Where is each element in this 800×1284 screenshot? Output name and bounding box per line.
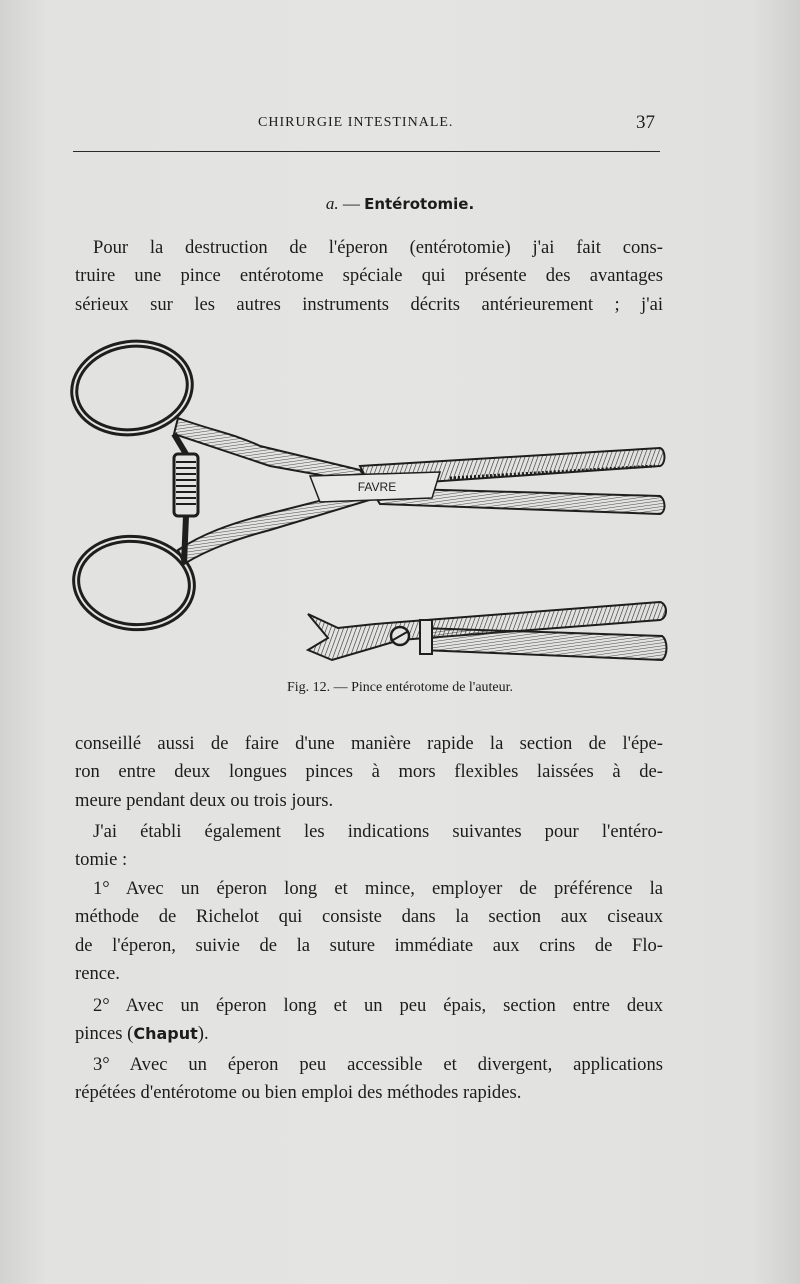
caption-number: Fig. 12. (286, 680, 331, 695)
section-heading (0, 194, 800, 214)
indication-item-3 (75, 1051, 663, 1108)
text-line: répétées d'entérotome ou bien emploi des méthodes rapides. (75, 1082, 522, 1104)
paragraph-indications (75, 818, 663, 875)
text-line: 3° Avec un éperon peu accessible et divergent, applications (93, 1054, 663, 1075)
page-number: 37 (636, 112, 655, 133)
section-dash: — (338, 194, 365, 213)
text-line: 2° Avec un éperon long et un peu épais, section entre deux (93, 995, 663, 1016)
section-letter: a. (325, 194, 339, 213)
text-line: conseillé aussi de faire d'une manière rapide la section de l'épe- (75, 733, 663, 754)
item2-prefix: pinces ( (75, 1023, 134, 1045)
text-line: de l'éperon, suivie de la suture immédiate aux crins de Flo- (75, 934, 663, 956)
text-line (75, 1020, 663, 1048)
caption-text: — Pince entérotome de l'auteur. (333, 680, 514, 695)
text-line: truire une pince entérotome spéciale qui présente des avantages (75, 265, 663, 287)
running-head (0, 112, 800, 139)
header-rule (73, 151, 660, 152)
text-line: méthode de Richelot qui consiste dans la section aux ciseaux (75, 906, 663, 928)
author-name-chaput: Chaput (133, 1024, 198, 1044)
section-title: Entérotomie. (364, 195, 475, 213)
text-line: Pour la destruction de l'éperon (entérotomie) j'ai fait cons- (93, 237, 663, 258)
item2-suffix: ). (197, 1023, 209, 1045)
indication-item-1 (75, 875, 663, 989)
maker-engraving: FAVRE (357, 480, 397, 494)
text-line: tomie : (75, 849, 128, 871)
figure-caption (0, 680, 800, 696)
forceps-illustration (70, 338, 670, 678)
text-line: rence. (75, 963, 120, 985)
text-line: ron entre deux longues pinces à mors flexibles laissées à de- (75, 761, 663, 783)
indication-item-2 (75, 992, 663, 1049)
paragraph-continuation (75, 730, 663, 815)
text-line: meure pendant deux ou trois jours. (75, 789, 334, 811)
text-line: J'ai établi également les indications suivantes pour l'entéro- (93, 821, 663, 842)
text-line: sérieux sur les autres instruments décrits antérieurement ; j'ai (75, 293, 663, 315)
text-line: 1° Avec un éperon long et mince, employer de préférence la (93, 878, 663, 899)
paragraph-intro (75, 234, 663, 319)
running-title: CHIRURGIE INTESTINALE. (258, 115, 454, 130)
